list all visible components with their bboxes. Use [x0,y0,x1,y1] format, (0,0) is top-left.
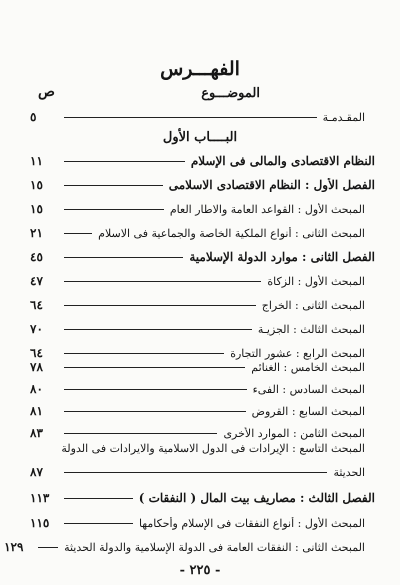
toc-page-number: ١١ [30,154,43,168]
toc-page-number: ٦٤ [30,298,43,312]
toc-entry [30,270,375,292]
toc-entry [30,487,375,509]
toc-entry [30,174,375,196]
toc-page-number: ٢١ [30,226,43,240]
toc-entry [30,318,375,340]
page-title: الفهـــرس [160,58,240,80]
leader-line [64,498,133,499]
leader-line [64,389,247,390]
toc-entry-label: الفصل الثالث : مصاريف بيت المال ( النفقات ) [138,491,375,505]
toc-entry-label: المبحث الأول : أنواع النفقات فى الإسلام وأحكامها [138,516,365,530]
toc-entry [30,422,375,444]
toc-page-number: ١٥ [30,202,43,216]
toc-entry-label: الفصل الثانى : موارد الدولة الإسلامية [189,250,375,264]
toc-page-number: ٨١ [30,404,43,418]
leader-line [38,547,58,548]
toc-page-number: ١٥ [30,178,43,192]
toc-page-number: ٧٠ [30,322,43,336]
leader-line [64,367,245,368]
toc-entry-label: المبحث الثامن : الموارد الأخرى [223,426,365,440]
toc-entry [30,512,375,534]
toc-page-number: ٥ [30,110,37,124]
toc-entry-label: المبحث الرابع : عشور التجارة [230,346,365,360]
toc-entry [30,106,375,128]
leader-line [64,523,133,524]
toc-page-number: ٤٥ [30,250,43,264]
leader-line [64,257,183,258]
toc-page-number: ٧٨ [30,360,43,374]
toc-entry-label: الفصل الأول : النظام الاقتصادى الاسلامى [168,178,375,192]
toc-entry-label: الحديثة [333,465,365,479]
leader-line [64,209,164,210]
toc-entry-label: المبحث السابع : القروض [251,404,365,418]
leader-line [64,117,317,118]
toc-entry [30,222,375,244]
leader-line [64,353,224,354]
toc-entry [30,150,375,172]
leader-line [64,161,185,162]
leader-line [64,281,261,282]
toc-entry-label: المبحث الثالث : الجزيـة [257,322,365,336]
page-number-footer: - ٢٢٥ - [179,563,221,578]
leader-line [64,411,246,412]
toc-entry-label: النظام الاقتصادى والمالى فى الإسلام [190,154,375,168]
toc-entry-label: المبحث التاسع : الإيرادات فى الدول الاسلامية والايرادات فى الدولة [61,442,365,455]
toc-page-number: ١١٥ [30,516,50,530]
toc-entry [30,356,375,378]
topic-column-header: الموضـــوع [201,86,260,101]
leader-line [64,433,217,434]
toc-entry [30,198,375,220]
toc-page-number: ٨٣ [30,426,43,440]
part-heading: البــــاب الأول [162,130,238,145]
leader-line [64,305,256,306]
toc-entry-label: المبحث الثانى : النفقات العامة فى الدولة الإسلامية والدولة الحديثة [64,540,365,554]
toc-entry [30,246,375,268]
toc-entry-label: المبحث الأول : القواعد العامة والاطار العام [169,202,365,216]
toc-entry [30,294,375,316]
toc-entry-continuation [30,461,375,483]
toc-entry-label: المبحث الأول : الزكاة [267,274,365,288]
leader-line [64,185,163,186]
toc-page-number: ٦٤ [30,346,43,360]
toc-entry-label: المبحث السادس : الفىء [252,382,365,396]
toc-entry [4,536,375,558]
toc-entry-label: المبحث الثانى : الخراج [261,298,365,312]
page-column-header: ص [38,84,55,100]
toc-entry-label: المقـدمـة [322,110,365,124]
toc-entry [30,378,375,400]
toc-page-number: ٤٧ [30,274,43,288]
toc-entry-label: المبحث الخامس : الغنائم [251,360,365,374]
toc-entry [30,400,375,422]
leader-line [64,472,327,473]
toc-page-number: ٨٠ [30,382,43,396]
toc-entry-label: المبحث الثانى : أنواع الملكية الخاصة والجماعية فى الاسلام [98,226,365,240]
toc-page-number: ١١٣ [30,491,50,505]
toc-page-number: ١٢٩ [4,540,24,554]
toc-page-number: ٨٧ [30,465,43,479]
toc-entry-continued [30,442,375,462]
leader-line [64,233,92,234]
leader-line [64,329,252,330]
